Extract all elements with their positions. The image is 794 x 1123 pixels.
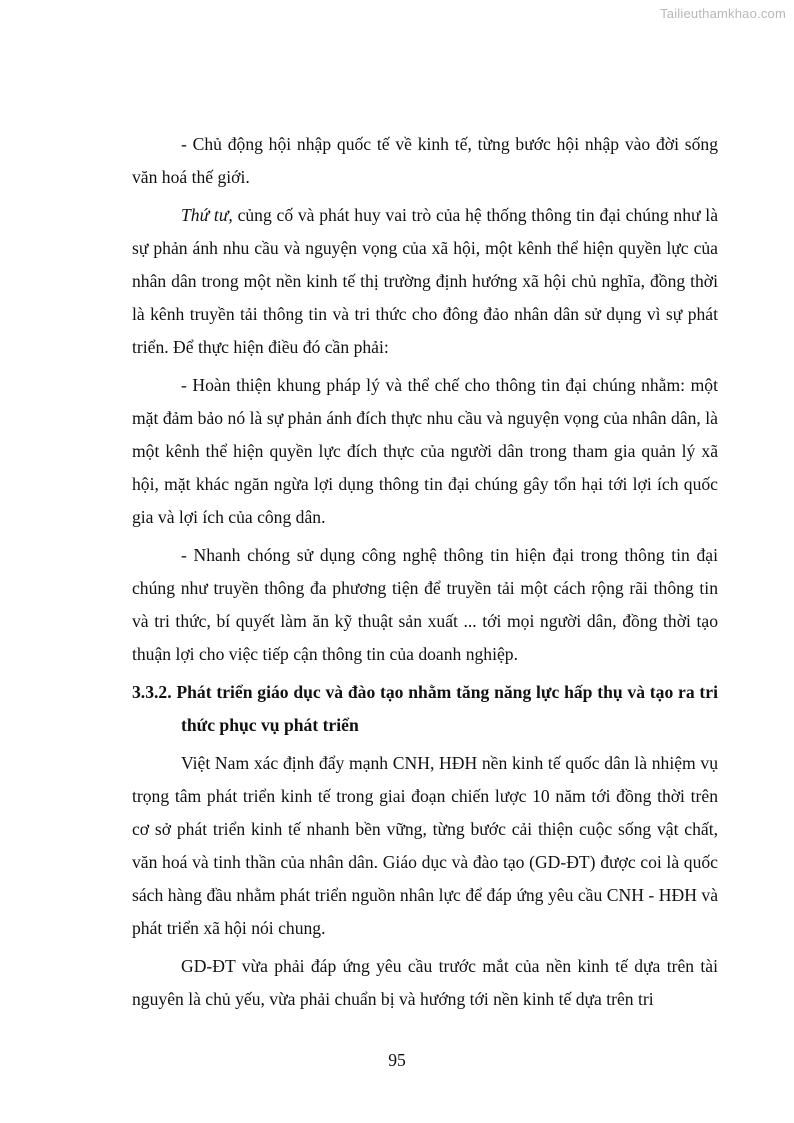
paragraph-legal-framework: - Hoàn thiện khung pháp lý và thể chế cho thông tin đại chúng nhằm: một mặt đảm bảo nó là sự phản ánh đích thực nhu cầu và nguyện vọng của nhân dân, là một kênh thể hiện quyền lực đích thực của người dân trong tham gia quản lý xã hội, mặt khác ngăn ngừa lợi dụng thông tin đại chúng gây tổn hại tới lợi ích quốc gia và lợi ích của công dân. xyxy=(132,375,718,527)
paragraph-fourth-point xyxy=(132,199,718,364)
document-page xyxy=(132,128,718,1021)
paragraph-gd-dt: GD-ĐT vừa phải đáp ứng yêu cầu trước mắt của nền kinh tế dựa trên tài nguyên là chủ yếu, vừa phải chuẩn bị và hướng tới nền kinh tế dựa trên tri xyxy=(132,956,718,1009)
section-heading: 3.3.2. Phát triển giáo dục và đào tạo nhằm tăng năng lực hấp thụ và tạo ra tri thức phục vụ phát triển xyxy=(132,682,718,735)
paragraph-body: , củng cố và phát huy vai trò của hệ thống thông tin đại chúng như là sự phản ánh nhu cầu và nguyện vọng của xã hội, một kênh thể hiện quyền lực của nhân dân trong một nền kinh tế thị trường định hướng xã hội chủ nghĩa, đồng thời là kênh truyền tải thông tin và tri thức cho đông đảo nhân dân sử dụng vì sự phát triển. Để thực hiện điều đó cần phải: xyxy=(132,205,719,357)
paragraph-it-adoption: - Nhanh chóng sử dụng công nghệ thông tin hiện đại trong thông tin đại chúng như truyền thông đa phương tiện để truyền tải một cách rộng rãi thông tin và tri thức, bí quyết làm ăn kỹ thuật sản xuất ... tới mọi người dân, đồng thời tạo thuận lợi cho việc tiếp cận thông tin của doanh nghiệp. xyxy=(132,545,718,664)
watermark: Tailieuthamkhao.com xyxy=(660,6,786,21)
paragraph-integration: - Chủ động hội nhập quốc tế về kinh tế, từng bước hội nhập vào đời sống văn hoá thế giới. xyxy=(132,134,718,187)
page-number: 95 xyxy=(388,1050,406,1070)
italic-lead: Thứ tư xyxy=(181,205,229,225)
paragraph-vietnam-cnh-hdh: Việt Nam xác định đẩy mạnh CNH, HĐH nền kinh tế quốc dân là nhiệm vụ trọng tâm phát triển kinh tế trong giai đoạn chiến lược 10 năm tới đồng thời trên cơ sở phát triển kinh tế nhanh bền vững, từng bước cải thiện cuộc sống vật chất, văn hoá và tinh thần của nhân dân. Giáo dục và đào tạo (GD-ĐT) được coi là quốc sách hàng đầu nhằm phát triển nguồn nhân lực để đáp ứng yêu cầu CNH - HĐH và phát triển xã hội nói chung. xyxy=(132,753,718,938)
